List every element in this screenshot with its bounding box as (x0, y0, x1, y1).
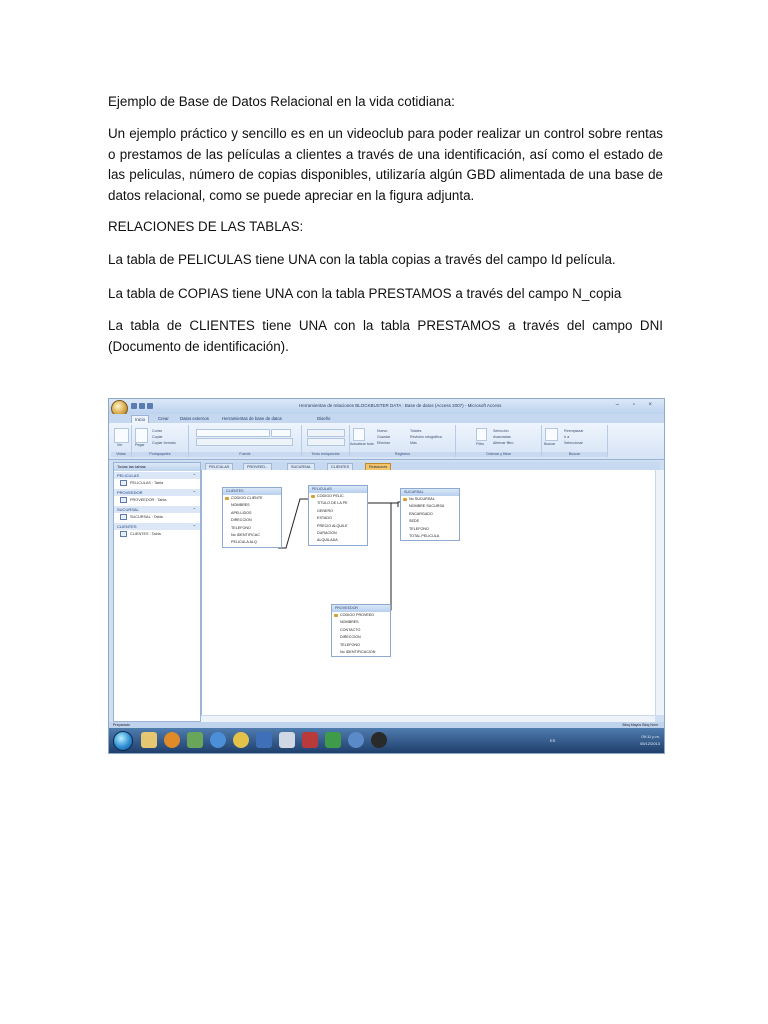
window-title: Herramientas de relaciones BLOCKBUSTER DATA : Base de datos (Access 2007) - Microsoft Access (299, 403, 502, 408)
nav-group-peliculas (114, 472, 200, 479)
excel-icon (325, 732, 341, 748)
actualizar-label: Actualizar todo (350, 442, 374, 446)
relation-paragraph-1: La tabla de PELICULAS tiene UNA con la tabla copias a través del campo Id película. (108, 252, 616, 267)
collapse-icon: ⌃ (192, 524, 196, 529)
group-fuente (189, 425, 302, 457)
table-field: PELICULA ALQ (231, 540, 257, 545)
collapse-icon: ⌃ (192, 507, 196, 512)
nuevo-label: Nuevo (377, 429, 388, 433)
tab-inicio: Inicio (131, 415, 149, 424)
relation-paragraph-2: La tabla de COPIAS tiene UNA con la tabla PRESTAMOS a través del campo N_copia (108, 286, 622, 301)
table-field: DIRECCION (340, 635, 361, 640)
tab-datos-externos: Datos externos (180, 416, 209, 421)
seleccion-label: Selección (493, 429, 509, 433)
table-field: ALQUILADA (317, 538, 338, 543)
nav-item-label: PROVEEDOR : Tabla (130, 498, 167, 502)
navigation-pane (113, 462, 201, 722)
binoculars-icon (545, 428, 558, 441)
table-icon (120, 480, 127, 486)
doc-tab-peliculas: PELICULAS (205, 463, 233, 471)
list-toolbar (307, 429, 345, 437)
copiar-label: Copiar (152, 435, 163, 439)
guardar-label: Guardar (377, 435, 391, 439)
table-field: NOMBRES (340, 620, 359, 625)
nav-item-label: CLIENTES : Tabla (130, 532, 161, 536)
group-portapapeles (132, 425, 189, 457)
nav-pane-header: Todas las tablas (114, 463, 200, 471)
table-icon (120, 531, 127, 537)
tab-herramientas: Herramientas de base de datos (222, 416, 282, 421)
nav-group-sucursal (114, 506, 200, 513)
nav-group-clientes (114, 523, 200, 530)
taskbar (109, 728, 664, 753)
ribbon-tabs (109, 414, 664, 423)
cortar-label: Cortar (152, 429, 162, 433)
table-field: CODIGO PELIC (309, 493, 367, 500)
doc-tab-clientes: CLIENTES (327, 463, 353, 471)
table-proveedor (331, 604, 391, 657)
ver-label: Ver (117, 443, 123, 447)
nav-item-proveedor (114, 496, 200, 505)
group-label-buscar: Buscar (542, 452, 607, 457)
group-label-portapapeles: Portapapeles (132, 452, 188, 457)
relation-paragraph-3: La tabla de CLIENTES tiene UNA con la tabla PRESTAMOS a través del campo DNI (Documento de identificación). (108, 318, 663, 354)
table-header: PELICULAS (309, 486, 367, 493)
table-field: TELEFONO (409, 526, 429, 531)
redo-icon (147, 403, 153, 409)
group-registros (350, 425, 456, 457)
group-label-ordenar: Ordenar y filtrar (456, 452, 541, 457)
nav-group-label: SUCURSAL (117, 507, 139, 512)
document-tabs (201, 462, 660, 470)
nav-item-peliculas (114, 479, 200, 488)
table-peliculas (308, 485, 368, 546)
system-tray (550, 733, 660, 749)
misc-icon (371, 732, 387, 748)
table-field: SEDE (409, 519, 420, 524)
table-field: DIRECCION (231, 518, 252, 523)
table-header: CLIENTES (223, 488, 281, 495)
buscar-label: Buscar (544, 442, 556, 446)
totales-label: Totales (410, 429, 422, 433)
word-icon (256, 732, 272, 748)
table-field: CONTACTO (340, 627, 361, 632)
refresh-icon (353, 428, 365, 441)
relations-heading: RELACIONES DE LAS TABLAS: (108, 219, 304, 234)
table-field: TOTAL PELICULA (409, 533, 440, 538)
nav-item-label: PELICULAS : Tabla (130, 481, 164, 485)
group-label-fuente: Fuente (189, 452, 301, 457)
ir-a-label: Ir a (564, 435, 570, 439)
relationships-canvas (201, 470, 656, 715)
status-right: Bloq Mayús Bloq Núm (622, 723, 658, 727)
font-size-box (271, 429, 291, 437)
undo-icon (139, 403, 145, 409)
table-field: ENCARGADO (409, 511, 433, 516)
table-clientes (222, 487, 282, 548)
table-field: DURACION (317, 530, 337, 535)
table-field: CODIGO PROVEED (332, 612, 390, 619)
avanzadas-label: Avanzadas (493, 435, 511, 439)
group-label-vistas: Vistas (111, 452, 131, 457)
document-title: Ejemplo de Base de Datos Relacional en la vida cotidiana: (108, 94, 455, 109)
chrome-icon (233, 732, 249, 748)
collapse-icon: ⌃ (192, 473, 196, 478)
window-icon (279, 732, 295, 748)
nav-group-label: PELICULAS (117, 473, 140, 478)
table-field: NOMBRES (231, 503, 250, 508)
table-header: PROVEEDOR (332, 605, 390, 612)
table-field: No SUCURSAL (401, 496, 459, 503)
table-field: GENERO (317, 508, 333, 513)
table-field: No IDENTIFICACION (340, 649, 376, 654)
tray-time: 09:11 p.m. (641, 734, 660, 739)
table-field: ESTADO (317, 516, 332, 521)
group-ordenar-filtrar (456, 425, 542, 457)
group-vistas (111, 425, 132, 457)
save-icon (131, 403, 137, 409)
pegar-label: Pegar (135, 443, 145, 447)
table-icon (120, 497, 127, 503)
start-button-icon (113, 731, 133, 751)
tab-crear: Crear (158, 416, 169, 421)
group-label-texto: Texto enriquecido (302, 452, 349, 457)
access-screenshot (108, 398, 665, 754)
format-toolbar (196, 438, 293, 446)
doc-tab-proveedor: PROVEED... (243, 463, 272, 471)
window-controls: – ▫ × (615, 402, 658, 408)
group-texto-enriquecido (302, 425, 350, 457)
table-field: No IDENTIFICAC (231, 532, 260, 537)
title-bar (109, 399, 664, 414)
collapse-icon: ⌃ (192, 490, 196, 495)
folder-icon (141, 732, 157, 748)
access-icon (302, 732, 318, 748)
table-sucursal (400, 488, 460, 541)
horizontal-scrollbar (201, 715, 655, 722)
filtro-label: Filtro (476, 442, 484, 446)
relation-line-clientes-peliculas (278, 499, 309, 548)
intro-paragraph: Un ejemplo práctico y sencillo es en un videoclub para poder realizar un control sobre rentas o prestamos de las películas a clientes a través de una identificación, así como el estado de las peliculas, número de copias disponibles, utilizaría algún GBD alimentada de una base de datos relacional, como se puede apreciar en la figura adjunta. (108, 126, 663, 204)
media-player-icon (164, 732, 180, 748)
table-field: PRECIO ALQUILE (317, 523, 348, 528)
table-field: TITULO DE LA PE (317, 501, 348, 506)
network-icon (348, 732, 364, 748)
font-name-box (196, 429, 270, 437)
paste-icon (135, 428, 148, 443)
doc-tab-sucursal: SUCURSAL (287, 463, 315, 471)
alternar-label: Alternar filtro (493, 441, 514, 445)
vertical-scrollbar (655, 470, 664, 715)
internet-explorer-icon (210, 732, 226, 748)
group-buscar (542, 425, 608, 457)
copiar-formato-label: Copiar formato (152, 441, 176, 445)
status-left: Preparado (113, 723, 130, 727)
eliminar-label: Eliminar (377, 441, 390, 445)
table-field: APELLIDOS (231, 510, 252, 515)
tray-date: 05/12/2013 (639, 741, 660, 746)
nav-group-label: CLIENTES (117, 524, 137, 529)
nav-group-proveedor (114, 489, 200, 496)
nav-item-clientes (114, 530, 200, 539)
align-toolbar (307, 438, 345, 446)
ribbon (109, 423, 664, 460)
reemplazar-label: Reemplazar (564, 429, 584, 433)
tray-language: ES (550, 738, 556, 743)
tab-diseno: Diseño (317, 416, 331, 421)
table-icon (120, 514, 127, 520)
table-field: CODIGO CLIENTE (223, 495, 281, 502)
table-field: TELEFONO (231, 525, 251, 530)
nav-item-sucursal (114, 513, 200, 522)
nav-item-label: SUCURSAL : Tabla (130, 515, 163, 519)
ortografia-label: Revisión ortográfica (410, 435, 442, 439)
quick-access-toolbar (131, 403, 171, 410)
table-field: NOMBRE SUCURSA (409, 504, 445, 509)
view-icon (114, 428, 129, 443)
app-icon (187, 732, 203, 748)
nav-group-label: PROVEEDOR (117, 490, 143, 495)
table-field: TELEFONO (340, 642, 360, 647)
doc-tab-relaciones: Relaciones (365, 463, 391, 471)
table-header: SUCURSAL (401, 489, 459, 496)
group-label-registros: Registros (350, 452, 455, 457)
mas-label: Más (410, 441, 417, 445)
relation-line-proveedor (388, 503, 398, 610)
filter-icon (476, 428, 487, 441)
seleccionar-label: Seleccionar (564, 441, 583, 445)
